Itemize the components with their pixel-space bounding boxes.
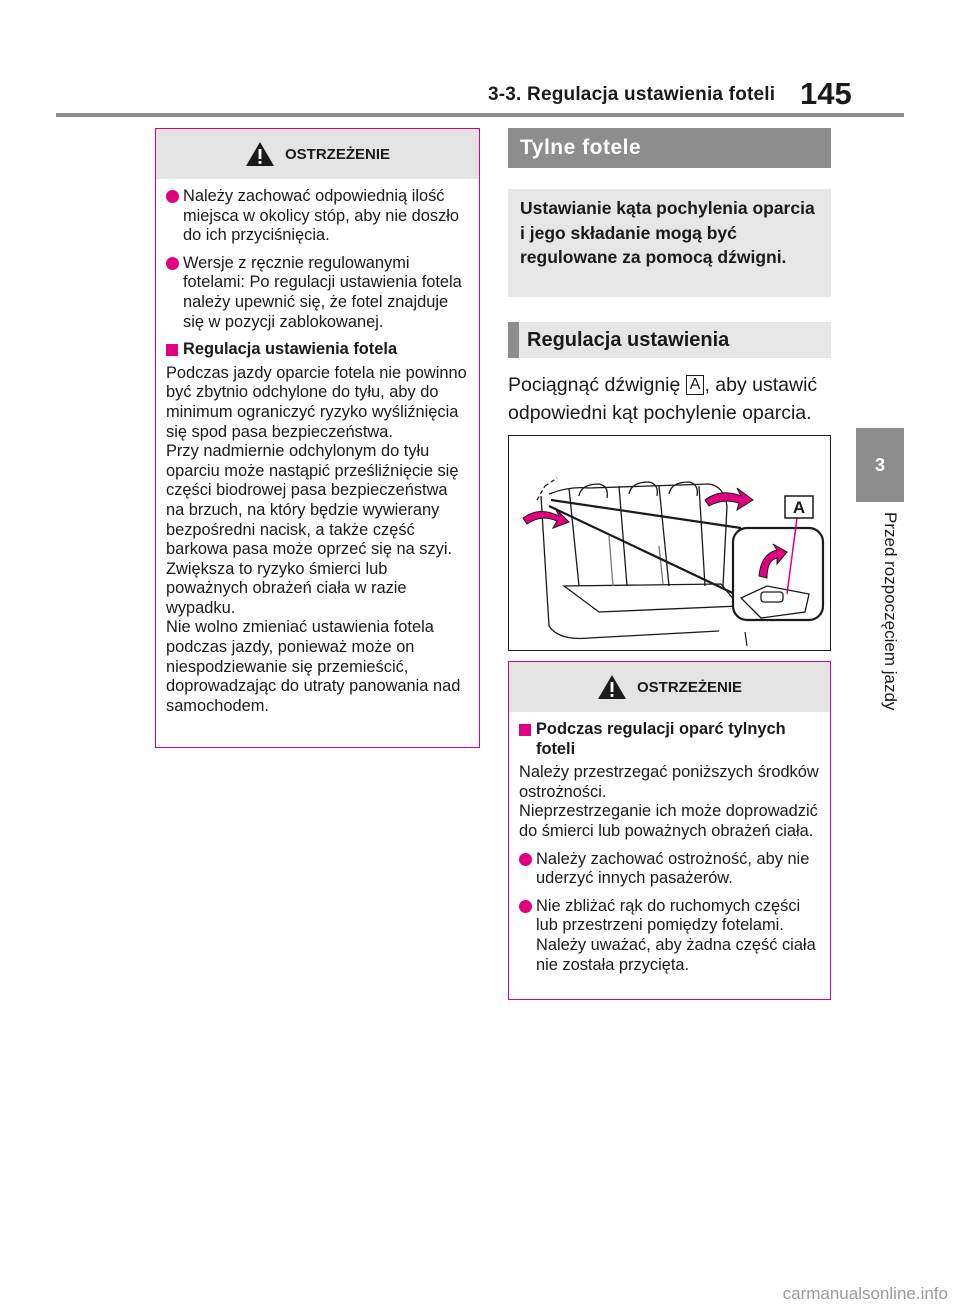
warning-header (156, 129, 479, 179)
chapter-title: Przed rozpoczęciem jazdy (881, 512, 900, 711)
warning-body (509, 712, 830, 993)
figure-callout-label: A (792, 498, 806, 517)
warning-bullet: Wersje z ręcznie regulowanymi fotelami: Po regulacji ustawienia fotela należy upewnić się, że fotel znajduje się w pozycji zablokowanej. (166, 254, 469, 332)
warning-label: OSTRZEŻENIE (284, 145, 390, 163)
warning-body (156, 179, 479, 734)
warning-box-left (155, 128, 480, 748)
watermark: carmanualsonline.info (782, 1284, 948, 1303)
warning-box-right (508, 661, 831, 1000)
section-title: 3-3. Regulacja ustawienia foteli (488, 84, 776, 105)
square-bullet-icon (166, 344, 178, 356)
chapter-tab (856, 428, 904, 502)
bullet-dot-icon (166, 190, 179, 203)
bullet-dot-icon (519, 853, 532, 866)
seat-illustration (508, 435, 831, 651)
rear-seat-drawing (509, 436, 829, 649)
square-bullet-icon (519, 724, 531, 736)
header-divider (56, 113, 904, 117)
page-number: 145 (800, 76, 852, 111)
warning-paragraph: Podczas jazdy oparcie fotela nie powinno być zbytnio odchylone do tyłu, aby do minimum ograniczyć ryzyko wyśliźnięcia się spod pasa bezpieczeństwa. (166, 363, 467, 441)
warning-label: OSTRZEŻENIE (636, 678, 742, 696)
section-heading: Tylne fotele (508, 128, 831, 168)
bullet-dot-icon (519, 900, 532, 913)
warning-paragraph: Nieprzestrzeganie ich może doprowadzić do śmierci lub poważnych obrażeń ciała. (519, 802, 818, 840)
bullet-dot-icon (166, 257, 179, 270)
warning-subsection-title: Regulacja ustawienia fotela (166, 340, 469, 360)
subsection-heading: Regulacja ustawienia (508, 322, 831, 358)
warning-paragraph: Należy przestrzegać poniższych środków ostrożności. (519, 763, 819, 801)
warning-bullet: Należy zachować ostrożność, aby nie uderzyć innych pasażerów. (519, 850, 820, 889)
instruction-text: Pociągnąć dźwignię A , aby ustawić odpowiedni kąt pochylenie oparcia. (508, 374, 818, 424)
warning-triangle-icon (245, 141, 275, 167)
recline-arrow-icon (705, 488, 753, 510)
warning-subsection-title: Podczas regulacji oparć tylnych foteli (519, 720, 820, 759)
callout-label: A (686, 375, 705, 395)
chapter-number: 3 (874, 454, 885, 475)
warning-triangle-icon (597, 674, 627, 700)
warning-paragraph: Przy nadmiernie odchylonym do tyłu oparciu może nastąpić prześliźnięcie się części biodrowej pasa bezpieczeństwa na brzuch, na który będzie wywierany bezpośredni nacisk, a także część barkowa pasa może oprzeć się na szyi. Zwiększa to ryzyko śmierci lub poważnych obrażeń ciała w razie wypadku. (166, 442, 459, 617)
warning-bullet: Nie zbliżać rąk do ruchomych części lub przestrzeni pomiędzy fotelami. Należy uważać, aby żadna część ciała nie została przycięta. (519, 897, 820, 975)
warning-header (509, 662, 830, 712)
intro-panel: Ustawianie kąta pochylenia oparcia i jego składanie mogą być regulowane za pomocą dźwigni. (508, 189, 831, 297)
warning-paragraph: Nie wolno zmieniać ustawienia fotela podczas jazdy, ponieważ może on niespodziewanie się przemieścić, doprowadzając do utraty panowania nad samochodem. (166, 618, 461, 715)
warning-bullet: Należy zachować odpowiednią ilość miejsca w okolicy stóp, aby nie doszło do ich przyciśnięcia. (166, 187, 469, 246)
